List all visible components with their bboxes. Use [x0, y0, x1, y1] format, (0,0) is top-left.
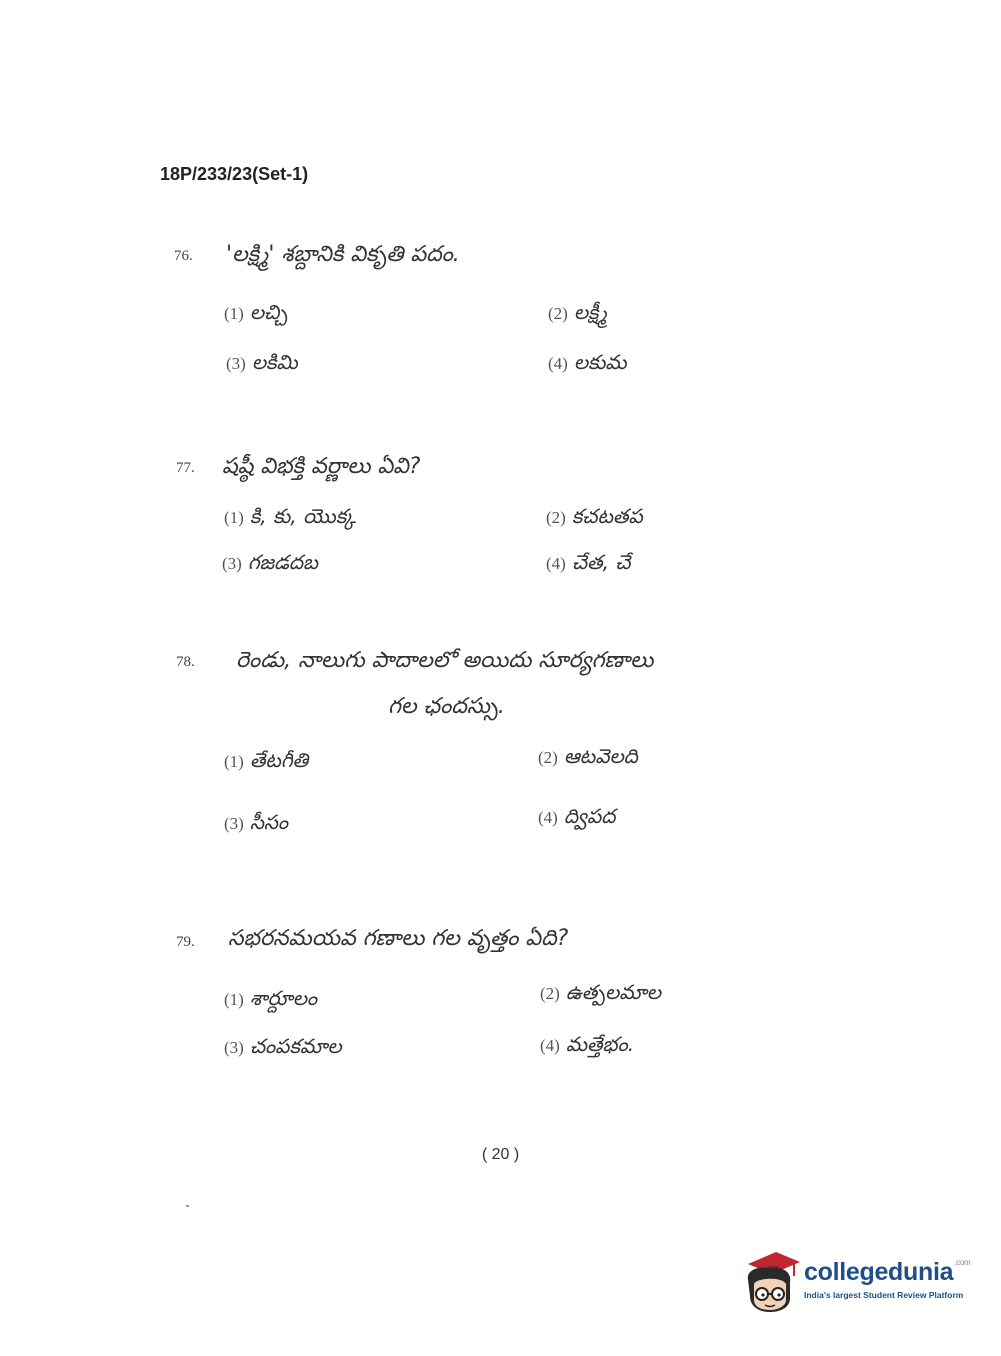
question-text: షష్ఠీ విభక్తి వర్ణాలు ఏవి? — [222, 454, 421, 479]
option-number: (4) — [548, 354, 568, 373]
brand-tagline: India's largest Student Review Platform — [804, 1290, 964, 1300]
option-text: చేత, చే — [571, 550, 631, 574]
option-number: (3) — [224, 814, 244, 833]
option-number: (1) — [224, 508, 244, 527]
brand-suffix: .com — [954, 1258, 971, 1267]
collegedunia-watermark — [742, 1250, 982, 1316]
option-3 — [224, 810, 288, 839]
graduate-mascot-icon — [742, 1250, 800, 1314]
option-text: తేటగీతి — [249, 748, 309, 772]
option-number: (4) — [538, 808, 558, 827]
option-1 — [224, 748, 308, 777]
option-number: (1) — [224, 752, 244, 771]
option-number: (2) — [540, 984, 560, 1003]
option-1 — [224, 986, 317, 1015]
option-number: (4) — [540, 1036, 560, 1055]
option-4 — [548, 350, 627, 379]
brand-name-text: collegedunia — [804, 1258, 954, 1286]
option-4 — [538, 804, 615, 833]
question-text: రెండు, నాలుగు పాదాలలో అయిదు సూర్యగణాలు — [236, 648, 654, 673]
option-text: ఉత్పలమాల — [565, 980, 661, 1004]
option-2 — [546, 504, 643, 533]
option-number: (2) — [538, 748, 558, 767]
option-4 — [546, 550, 631, 579]
question-text: సభరనమయవ గణాలు గల వృత్తం ఏది? — [228, 926, 569, 951]
option-text: లక్ష్మీ — [573, 300, 607, 324]
option-text: కచటతప — [571, 504, 643, 528]
option-2 — [540, 980, 661, 1009]
option-1 — [224, 300, 287, 329]
option-3 — [222, 550, 318, 579]
option-number: (2) — [548, 304, 568, 323]
option-text: శార్దూలం — [249, 986, 318, 1010]
scan-speck — [186, 1205, 189, 1207]
question-text-continued: గల ఛందస్సు. — [388, 694, 505, 719]
option-number: (1) — [224, 304, 244, 323]
option-text: సీసం — [249, 810, 289, 834]
option-number: (3) — [224, 1038, 244, 1057]
question-number: 76. — [174, 248, 193, 264]
option-number: (2) — [546, 508, 566, 527]
page-number: ( 20 ) — [481, 1146, 520, 1163]
option-number: (1) — [224, 990, 244, 1009]
option-3 — [226, 350, 298, 379]
brand-name — [804, 1258, 970, 1287]
option-text: మత్తేభం. — [565, 1032, 635, 1056]
option-text: చంపకమాల — [249, 1034, 342, 1058]
option-2 — [548, 300, 607, 329]
option-number: (4) — [546, 554, 566, 573]
option-3 — [224, 1034, 342, 1063]
option-text: గజడదబ — [247, 550, 319, 574]
option-text: లకుమ — [573, 350, 627, 374]
option-1 — [224, 504, 356, 533]
option-text: ఆటవెలది — [563, 744, 638, 768]
question-number: 79. — [176, 934, 195, 950]
option-2 — [538, 744, 638, 773]
option-4 — [540, 1032, 634, 1061]
question-number: 78. — [176, 654, 195, 670]
question-text: 'లక్ష్మి' శబ్దానికి వికృతి పదం. — [226, 242, 460, 267]
option-text: లకిమి — [251, 350, 298, 374]
option-text: ద్విపద — [563, 804, 616, 828]
page-code: 18P/233/23(Set-1) — [160, 164, 309, 184]
option-text: లచ్చి — [249, 300, 288, 324]
option-text: కి, కు, యొక్క — [249, 504, 356, 528]
question-number: 77. — [176, 460, 195, 476]
option-number: (3) — [226, 354, 246, 373]
option-number: (3) — [222, 554, 242, 573]
